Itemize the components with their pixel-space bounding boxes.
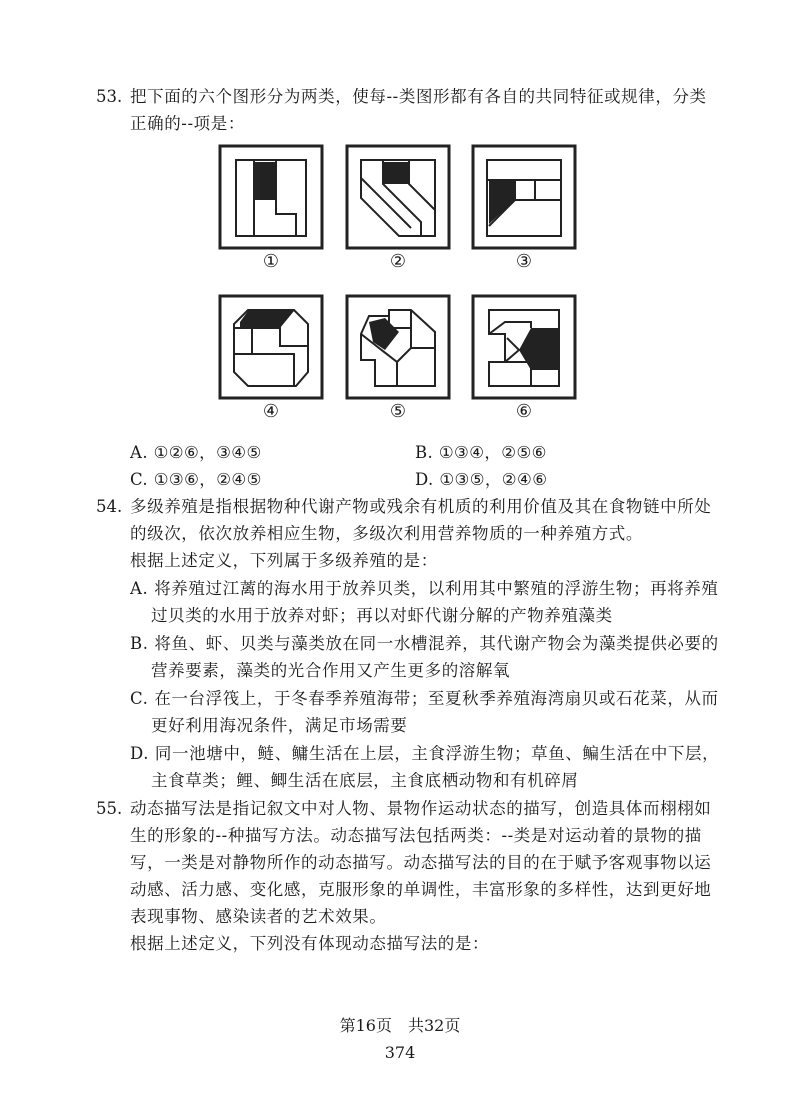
q54-option-a-line2: 过贝类的水用于放养对虾；再以对虾代谢分解的产物养殖藻类 — [151, 606, 613, 625]
q54-number: 54. — [96, 497, 123, 516]
q54-option-c-line2: 更好利用海况条件，满足市场需要 — [151, 716, 408, 735]
figure-4-label: ④ — [262, 401, 280, 422]
figure-1-label: ① — [262, 251, 280, 272]
figure-6 — [471, 294, 577, 400]
q54-option-c-line1: C. 在一台浮筏上，于冬春季养殖海带；至夏秋季养殖海湾扇贝或石花菜，从而 — [130, 689, 719, 708]
q55-text-line4: 动感、活力感、变化感，克服形象的单调性，丰富形象的多样性，达到更好地 — [130, 880, 712, 899]
figure-3-label: ③ — [515, 251, 533, 272]
figure-1 — [218, 144, 324, 250]
q53-text-line1: 把下面的六个图形分为两类，使每--类图形都有各自的共同特征或规律，分类 — [130, 87, 707, 106]
q54-option-a-line1: A. 将养殖过江蓠的海水用于放养贝类，以利用其中繁殖的浮游生物；再将养殖 — [130, 579, 719, 598]
figure-5-label: ⑤ — [389, 401, 407, 422]
figure-3-drawing — [471, 144, 577, 250]
q55-prompt: 根据上述定义，下列没有体现动态描写法的是： — [130, 934, 490, 953]
page-info: 第16页 共32页 — [339, 1016, 461, 1035]
page-number: 374 — [384, 1043, 416, 1062]
q54-prompt: 根据上述定义，下列属于多级养殖的是： — [130, 551, 438, 570]
figure-4-drawing — [218, 294, 324, 400]
figure-6-label: ⑥ — [515, 401, 533, 422]
q53-number: 53. — [96, 87, 123, 106]
q55-text-line5: 表现事物、感染读者的艺术效果。 — [130, 907, 387, 926]
q55-number: 55. — [96, 799, 123, 818]
figure-6-drawing — [471, 294, 577, 400]
q55-text-line1: 动态描写法是指记叙文中对人物、景物作运动状态的描写，创造具体而栩栩如 — [130, 799, 712, 818]
q53-option-a: A. ①②⑥，③④⑤ — [130, 443, 262, 462]
figure-5 — [345, 294, 451, 400]
q54-text-line1: 多级养殖是指根据物种代谢产物或残余有机质的利用价值及其在食物链中所处 — [130, 497, 712, 516]
figure-4 — [218, 294, 324, 400]
q53-option-d: D. ①③⑤，②④⑥ — [415, 470, 548, 489]
q54-text-line2: 的级次，依次放养相应生物，多级次利用营养物质的一种养殖方式。 — [130, 524, 643, 543]
figure-5-drawing — [345, 294, 451, 400]
q54-option-b-line2: 营养要素，藻类的光合作用又产生更多的溶解氧 — [151, 661, 511, 680]
figure-2 — [345, 144, 451, 250]
q54-option-d-line2: 主食草类；鲤、鲫生活在底层，主食底栖动物和有机碎屑 — [151, 771, 579, 790]
figure-1-drawing — [218, 144, 324, 250]
q53-option-c: C. ①③⑥，②④⑤ — [130, 470, 262, 489]
q53-option-b: B. ①③④，②⑤⑥ — [415, 443, 547, 462]
q55-text-line3: 写，一类是对静物所作的动态描写。动态描写法的目的在于赋予客观事物以运 — [130, 853, 712, 872]
q54-option-d-line1: D. 同一池塘中，鲢、鳙生活在上层，主食浮游生物；草鱼、鳊生活在中下层， — [130, 744, 720, 763]
q55-text-line2: 生的形象的--种描写方法。动态描写法包括两类：--类是对运动着的景物的描 — [130, 826, 702, 845]
q53-text-line2: 正确的--项是： — [130, 114, 245, 133]
q54-option-b-line1: B. 将鱼、虾、贝类与藻类放在同一水槽混养，其代谢产物会为藻类提供必要的 — [130, 634, 719, 653]
figure-2-drawing — [345, 144, 451, 250]
figure-2-label: ② — [389, 251, 407, 272]
figure-3 — [471, 144, 577, 250]
